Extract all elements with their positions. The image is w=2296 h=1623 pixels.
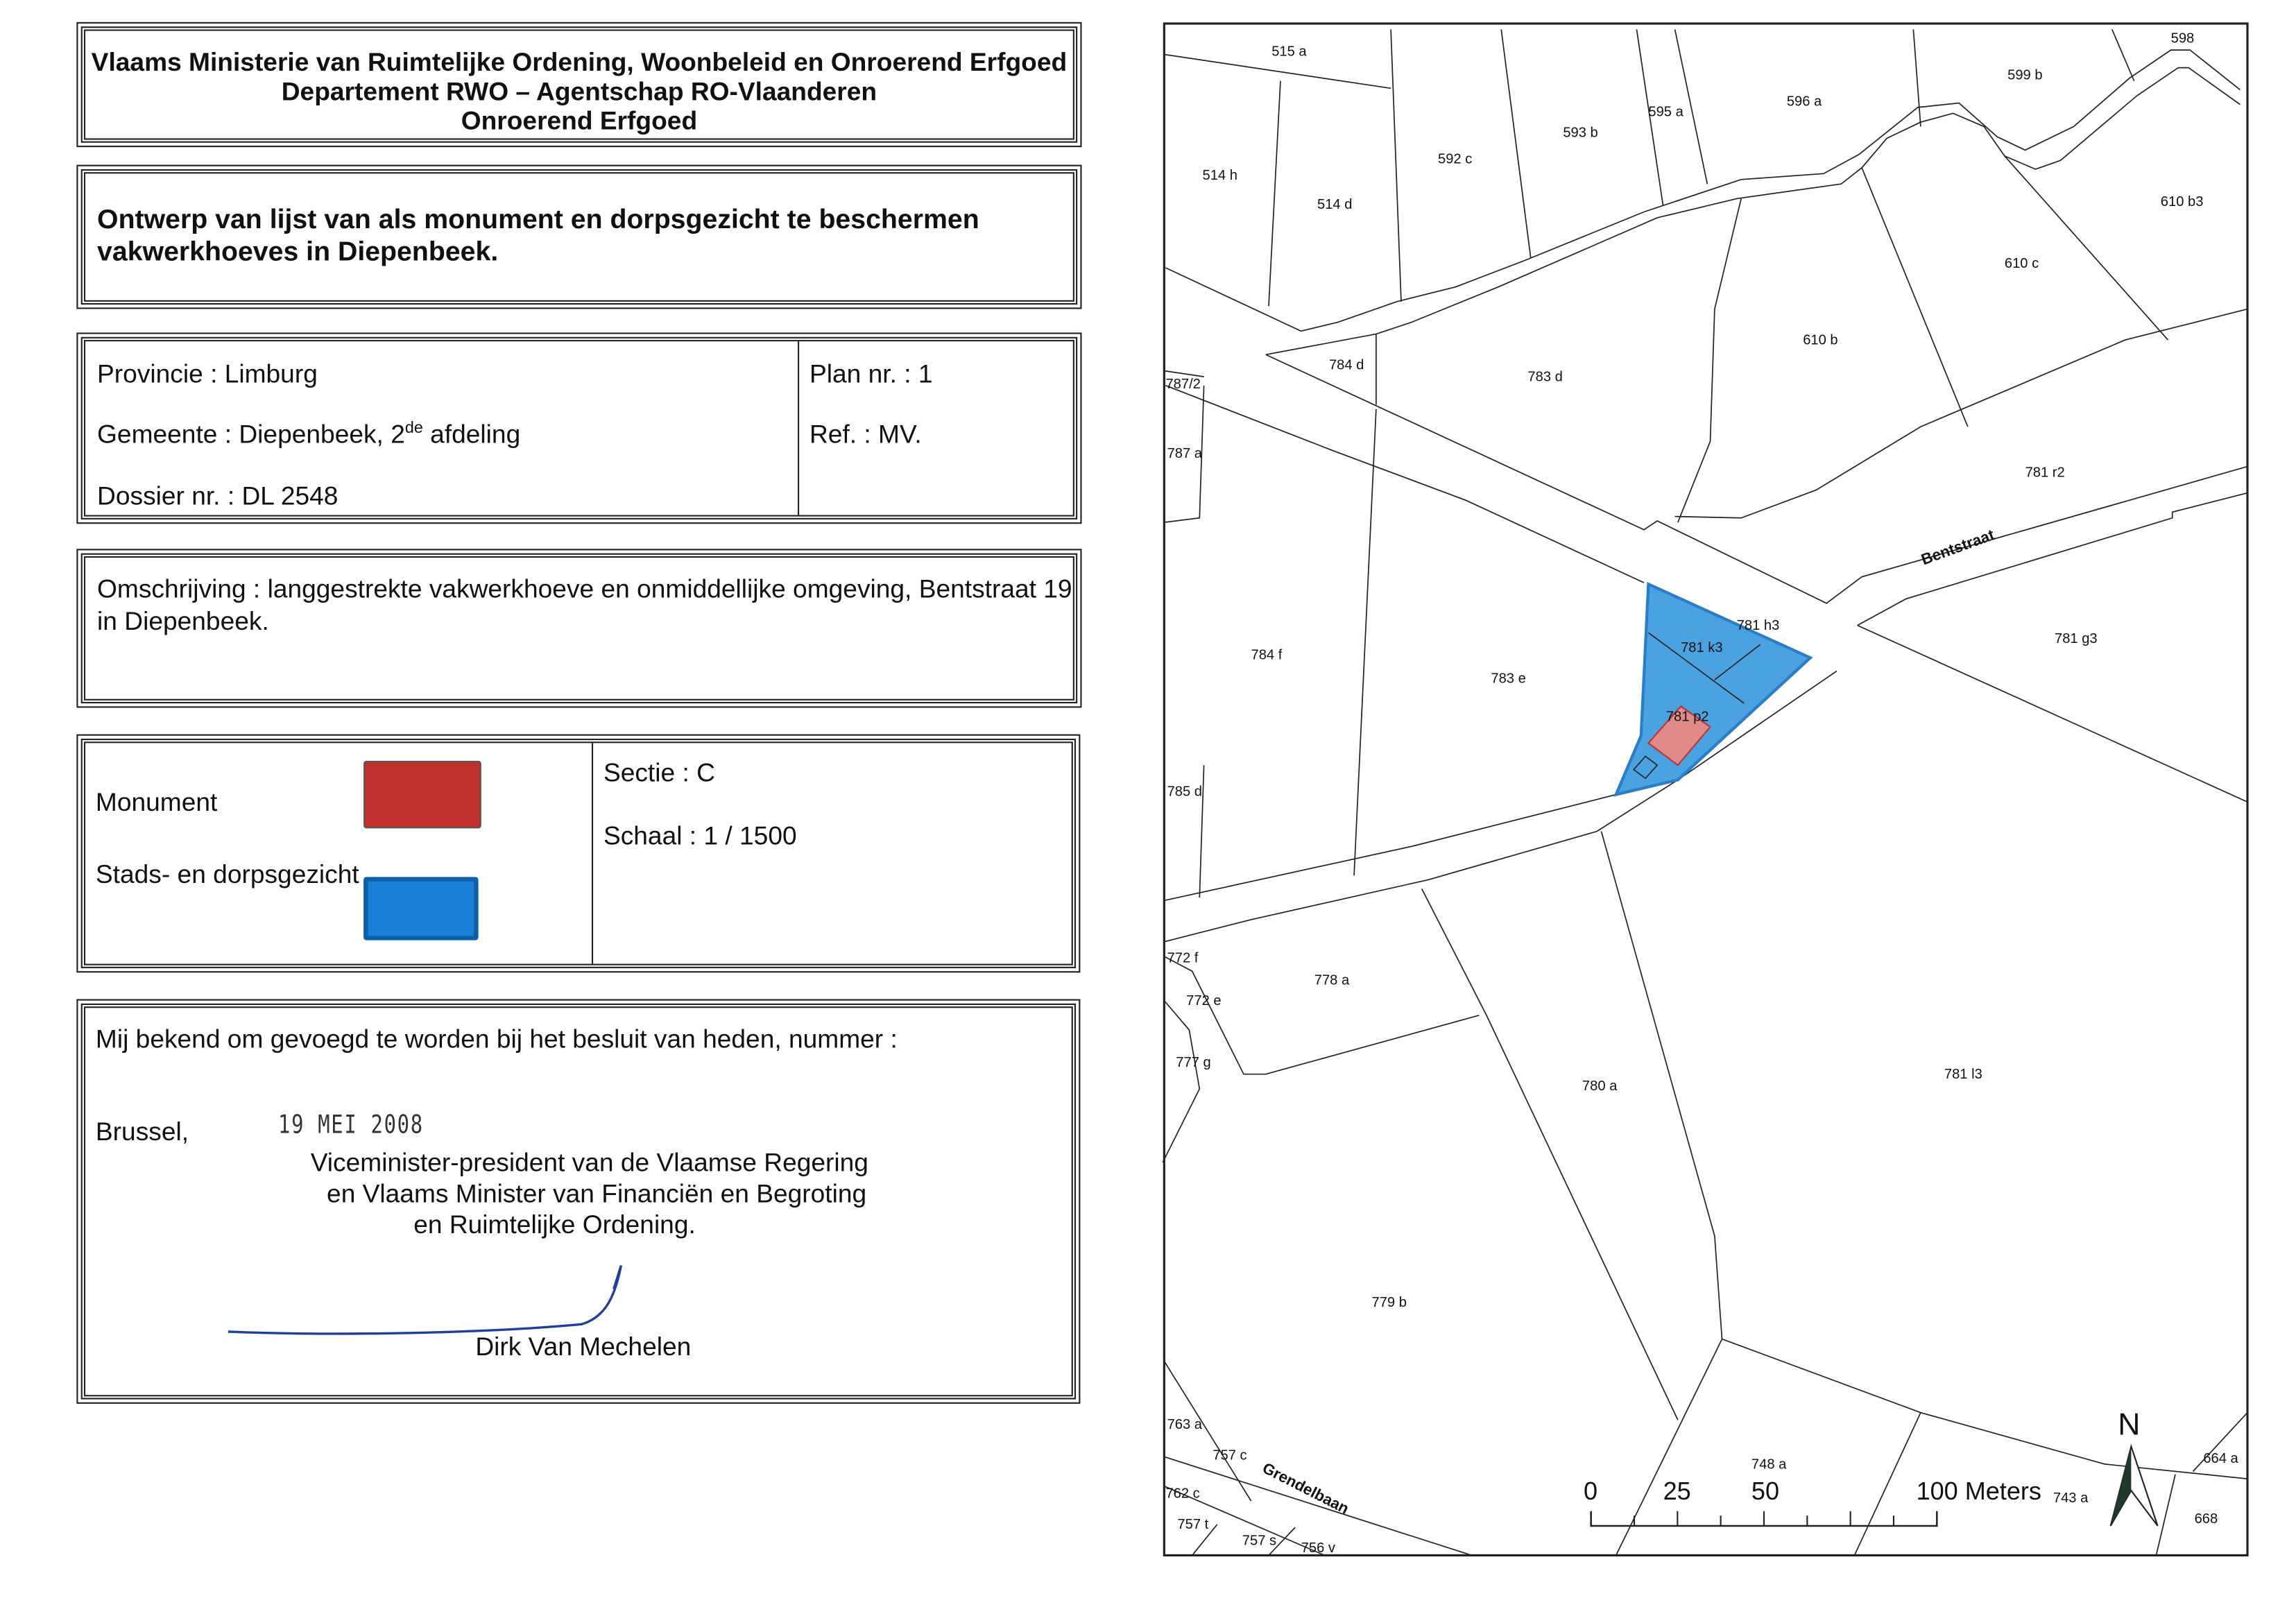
parcel-label: 772 f — [1167, 950, 1199, 966]
ministry-name: Vlaams Ministerie van Ruimtelijke Ordening, Woonbeleid en Onroerend Erfgoed — [91, 46, 1068, 77]
parcel-label: 787/2 — [1165, 377, 1201, 393]
department-name: Departement RWO – Agentschap RO-Vlaanderen — [281, 76, 877, 106]
decision-place: Brussel, — [95, 1117, 189, 1147]
decision-text: Mij bekend om gevoegd te worden bij het besluit van heden, nummer : — [95, 1024, 898, 1054]
scale-label: 100 Meters — [1916, 1476, 2041, 1505]
parcel-label: 787 a — [1167, 445, 1202, 461]
gemeente-sup: de — [404, 419, 423, 438]
parcel-label: 756 v — [1301, 1540, 1335, 1556]
parcel-label: 748 a — [1751, 1457, 1787, 1472]
legend-dorpsgezicht-label: Stads- en dorpsgezicht — [95, 859, 359, 889]
signatory-title-2: en Vlaams Minister van Financiën en Begroting — [327, 1178, 867, 1208]
parcel-label: 599 b — [2007, 67, 2043, 83]
parcel-label: 763 a — [1167, 1416, 1202, 1432]
parcel-label: 784 f — [1251, 647, 1283, 663]
parcel-label: 783 d — [1527, 369, 1563, 385]
parcel-label: 610 b3 — [2160, 194, 2204, 210]
parcel-label: 781 r2 — [2025, 465, 2065, 481]
scale-label: 0 — [1584, 1476, 1598, 1505]
schaal: Schaal : 1 / 1500 — [603, 821, 797, 851]
parcel-label: 777 g — [1176, 1055, 1211, 1071]
parcel-label: 781 p2 — [1665, 709, 1709, 725]
parcel-label: 757 c — [1213, 1448, 1247, 1463]
legend-monument-label: Monument — [95, 787, 218, 817]
gemeente-suffix: afdeling — [422, 419, 521, 449]
parcel-label: 668 — [2194, 1511, 2218, 1527]
parcel-label: 593 b — [1563, 125, 1598, 141]
reference: Ref. : MV. — [809, 419, 922, 449]
parcel-label: 779 b — [1371, 1294, 1407, 1310]
parcel-label: 595 a — [1648, 104, 1684, 120]
parcel-label: 757 t — [1177, 1517, 1209, 1533]
parcel-label: 781 h3 — [1736, 618, 1780, 634]
north-label: N — [2118, 1407, 2141, 1442]
parcel-label: 762 c — [1165, 1486, 1200, 1502]
provincie: Provincie : Limburg — [97, 359, 318, 389]
parcel-label: 778 a — [1314, 972, 1350, 988]
parcel-label: 514 h — [1202, 167, 1237, 183]
street-label-bentstraat: Bentstraat — [1919, 526, 1997, 569]
street-label-grendelbaan: Grendelbaan — [1260, 1459, 1352, 1518]
parcel-label: 610 c — [2004, 256, 2039, 272]
parcel-label: 598 — [2170, 31, 2195, 46]
parcel-label: 784 d — [1328, 357, 1364, 373]
parcel-label: 743 a — [2053, 1491, 2089, 1506]
sectie: Sectie : C — [603, 757, 715, 788]
parcel-label: 592 c — [1437, 151, 1473, 167]
map-frame — [1164, 24, 2247, 1555]
parcel-label: 780 a — [1582, 1079, 1618, 1094]
description-line1: Omschrijving : langgestrekte vakwerkhoeve en onmiddellijke omgeving, Bentstraat 19 — [97, 574, 1072, 603]
description-line2: in Diepenbeek. — [97, 606, 269, 636]
date-stamp: 19 MEI 2008 — [278, 1110, 424, 1141]
parcel-label: 610 b — [1803, 332, 1838, 348]
signatory-title-3: en Ruimtelijke Ordening. — [413, 1209, 696, 1239]
parcel-label: 781 k3 — [1681, 639, 1723, 655]
parcel-label: 781 l3 — [1944, 1067, 1982, 1083]
parcel-label: 772 e — [1186, 993, 1222, 1008]
signatory-title-1: Viceminister-president van de Vlaamse Regering — [310, 1147, 868, 1178]
scale-label: 25 — [1663, 1476, 1691, 1505]
parcel-label: 781 g3 — [2055, 631, 2098, 647]
agency-name: Onroerend Erfgoed — [461, 105, 698, 136]
document-title-line1: Ontwerp van lijst van als monument en dorpsgezicht te beschermen — [97, 203, 979, 234]
parcel-label: 783 e — [1491, 671, 1526, 687]
parcel-label: 596 a — [1786, 94, 1822, 110]
parcel-label: 757 s — [1242, 1533, 1277, 1549]
parcel-label: 785 d — [1167, 784, 1202, 800]
parcel-label: 514 d — [1317, 197, 1353, 213]
scale-label: 50 — [1751, 1476, 1780, 1505]
parcel-label: 664 a — [2203, 1450, 2238, 1466]
plan-number: Plan nr. : 1 — [809, 359, 933, 389]
gemeente-text: Gemeente : Diepenbeek, 2 — [97, 419, 405, 449]
dossier-number: Dossier nr. : DL 2548 — [97, 481, 339, 511]
signature — [228, 1265, 622, 1333]
parcel-label: 515 a — [1271, 44, 1307, 60]
document-title-line2: vakwerkhoeves in Diepenbeek. — [97, 235, 499, 266]
signatory-name: Dirk Van Mechelen — [475, 1331, 692, 1362]
